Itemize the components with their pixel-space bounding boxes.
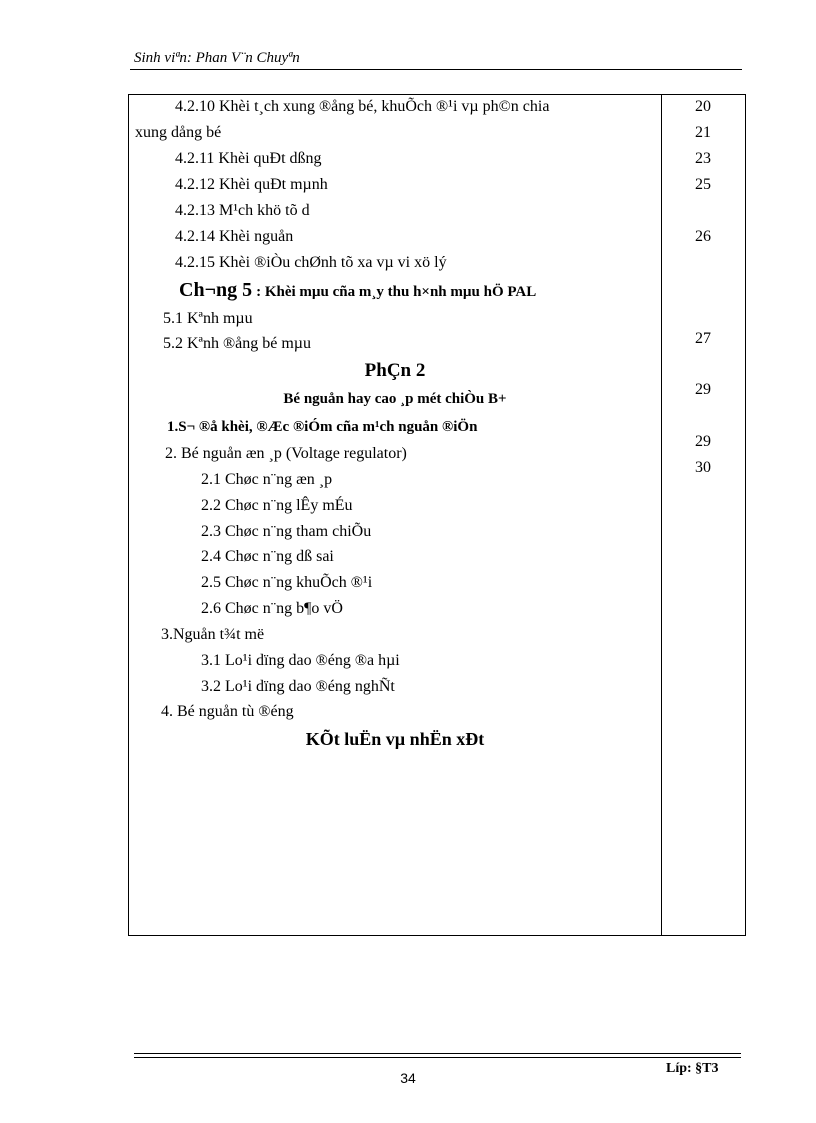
page-ref: 30 [695,459,711,476]
toc-entry: 3.1 Lo¹i dïng dao ®éng ®a hµi [201,652,400,669]
chapter-number: Ch¬ng 5 [179,279,253,301]
chapter-title: : Khèi mµu cña m¸y thu h×nh mµu hÖ PAL [256,284,537,300]
column-divider [661,95,662,935]
page-ref: 20 [695,98,711,115]
toc-entry: 2.2 Chøc n¨ng lÊy mÉu [201,497,353,514]
header-rule [130,69,742,70]
table-of-contents [128,94,746,936]
page-ref: 23 [695,150,711,167]
toc-entry: 4.2.12 Khèi quÐt mµnh [175,176,328,193]
footer-rule [134,1057,741,1058]
toc-entry: 4.2.13 M¹ch khö tõ d [175,202,310,219]
footer-class-label: Líp: §T3 [666,1061,719,1076]
footer-rule [134,1053,741,1054]
part-subtitle: Bé nguån hay cao ¸p mét chiÒu B+ [283,391,507,407]
toc-entry: 2.5 Chøc n¨ng khuÕch ®¹i [201,574,373,591]
toc-entry: 2.3 Chøc n¨ng tham chiÕu [201,523,372,540]
page-ref: 26 [695,228,711,245]
toc-entry: 4.2.14 Khèi nguån [175,228,294,245]
page-ref: 27 [695,330,711,347]
page-ref: 21 [695,124,711,141]
page-ref: 29 [695,381,711,398]
toc-entry: 2.4 Chøc n¨ng dß sai [201,548,334,565]
toc-entry: 3.2 Lo¹i dïng dao ®éng nghÑt [201,678,395,695]
toc-entry: 5.2 Kªnh ®ång bé mµu [163,335,311,352]
conclusion-heading: KÕt luËn vµ nhËn xÐt [305,729,485,749]
toc-entry: 5.1 Kªnh mµu [163,310,253,327]
toc-entry: 4. Bé nguån tù ®éng [161,703,294,720]
header-student-name: Sinh viªn: Phan V¨n Chuyªn [134,50,300,66]
toc-entry: 4.2.15 Khèi ®iÒu chØnh tõ xa vµ vi xö lý [175,254,447,271]
toc-entry: 2. Bé nguån æn ¸p (Voltage regulator) [165,445,407,462]
toc-entry: 4.2.10 Khèi t¸ch xung ®ång bé, khuÕch ®¹i vµ ph©n chia [175,98,550,115]
section-heading: 1.S¬ ®å khèi, ®Æc ®iÓm cña m¹ch nguån ®iÖn [167,419,478,435]
toc-entry: 2.6 Chøc n¨ng b¶o vÖ [201,600,343,617]
page-number: 34 [400,1070,416,1086]
toc-entry: xung dång bé [135,124,222,141]
page-ref: 25 [695,176,711,193]
page-ref: 29 [695,433,711,450]
chapter-heading [179,280,536,302]
toc-entry: 2.1 Chøc n¨ng æn ¸p [201,471,333,488]
toc-entry: 4.2.11 Khèi quÐt dßng [175,150,322,167]
toc-entry: 3.Nguån t¾t më [161,626,265,643]
part-heading: PhÇn 2 [364,360,426,381]
